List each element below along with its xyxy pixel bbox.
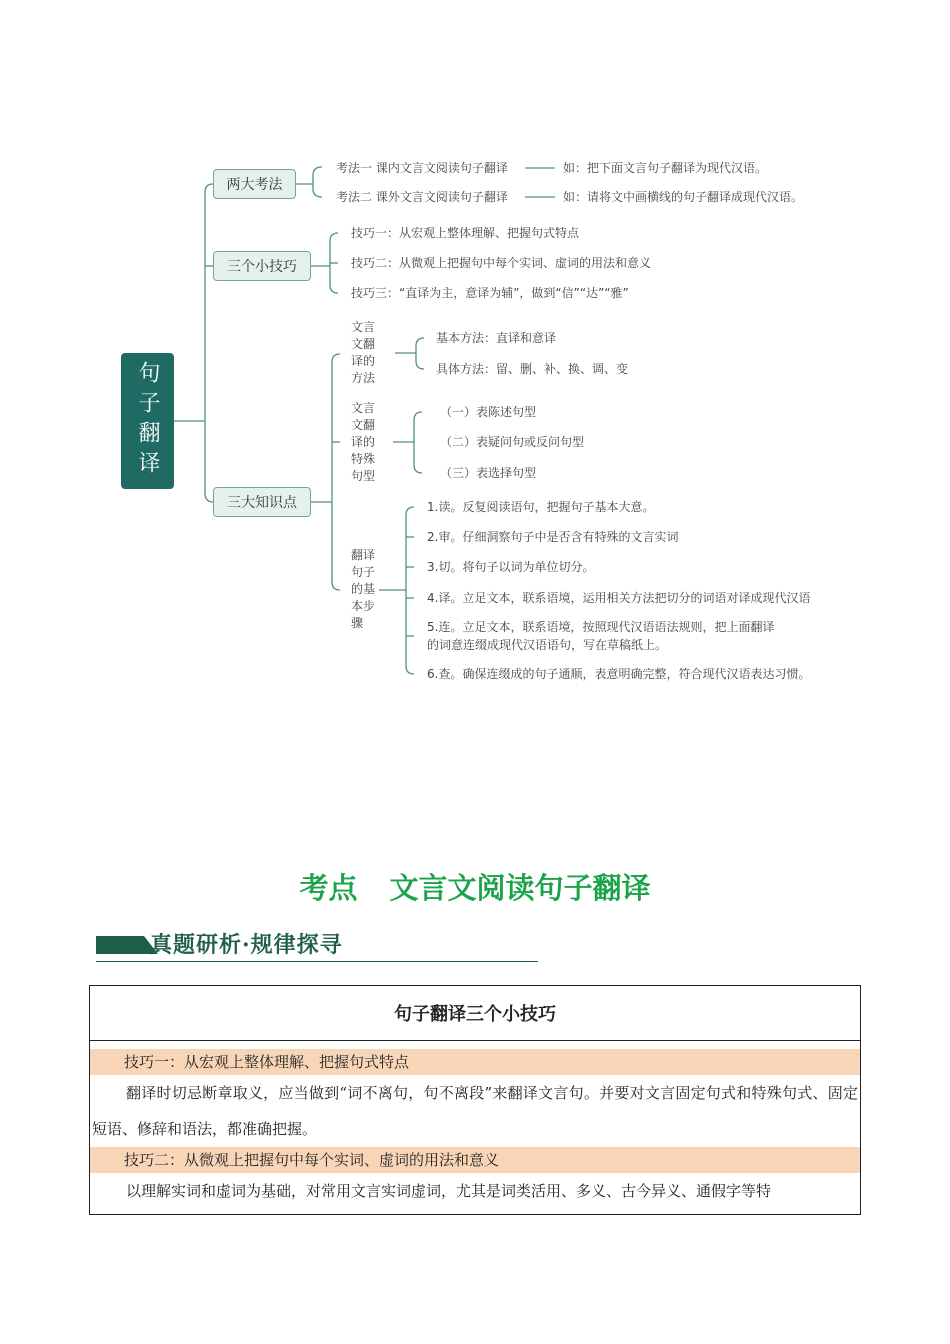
step-5-line1: 5.连。立足文本，联系语境，按照现代汉语语法规则，把上面翻译 xyxy=(427,620,775,634)
method-2-right: 如：请将文中画横线的句子翻译成现代汉语。 xyxy=(563,190,804,204)
table-para-1: 翻译时切忌断章取义，应当做到“词不离句，句不离段”来翻译文言句。并要对文言固定句式和特殊句式、固定短语、修辞和语法，都准确把握。 xyxy=(92,1084,858,1138)
step-3: 3.切。将句子以词为单位切分。 xyxy=(427,560,595,574)
sub2-item-3: （三）表选择句型 xyxy=(440,466,537,480)
sub-translation-methods: 文言文翻译的方法 xyxy=(351,320,376,385)
heading-part1: 考点 xyxy=(299,871,358,905)
sub1-item-1: 基本方法：直译和意译 xyxy=(436,331,557,345)
table-tip-2: 技巧二：从微观上把握句中每个实词、虚词的用法和意义 xyxy=(90,1147,860,1173)
method-1-left: 考法一 课内文言文阅读句子翻译 xyxy=(336,161,508,175)
branch-three-knowledge: 三大知识点 xyxy=(213,487,311,517)
banner-decor xyxy=(96,936,144,954)
heading-part2: 文言文阅读句子翻译 xyxy=(389,871,651,905)
step-1: 1.读。反复阅读语句，把握句子基本大意。 xyxy=(427,500,655,514)
tip-3: 技巧三：“直译为主，意译为辅”，做到“信”“达”“雅” xyxy=(351,286,629,300)
table-para-2: 以理解实词和虚词为基础，对常用文言实词虚词，尤其是词类活用、多义、古今异义、通假字等特 xyxy=(126,1182,772,1200)
method-1-right: 如：把下面文言句子翻译为现代汉语。 xyxy=(563,161,768,175)
branch-two-methods: 两大考法 xyxy=(213,169,296,199)
sub2-item-1: （一）表陈述句型 xyxy=(440,405,537,419)
table-title: 句子翻译三个小技巧 xyxy=(90,986,860,1041)
sub2-item-2: （二）表疑问句或反问句型 xyxy=(440,435,585,449)
step-4: 4.译。立足文本，联系语境，运用相关方法把切分的词语对译成现代汉语 xyxy=(427,591,811,605)
tip-1: 技巧一：从宏观上整体理解、把握句式特点 xyxy=(351,226,580,240)
sub-special-sentences: 文言文翻译的特殊句型 xyxy=(351,401,376,483)
tip-2: 技巧二：从微观上把握句中每个实词、虚词的用法和意义 xyxy=(351,256,652,270)
table-tip-1: 技巧一：从宏观上整体理解、把握句式特点 xyxy=(90,1049,860,1075)
banner-title: 真题研析·规律探寻 xyxy=(150,932,343,958)
sub1-item-2: 具体方法：留、删、补、换、调、变 xyxy=(436,362,629,376)
tips-table xyxy=(89,985,861,1215)
sub-basic-steps: 翻译句子的基本步骤 xyxy=(351,548,376,630)
section-heading xyxy=(0,866,950,907)
step-2: 2.审。仔细洞察句子中是否含有特殊的文言实词 xyxy=(427,530,679,544)
step-5-line2: 的词意连缀成现代汉语语句，写在草稿纸上。 xyxy=(427,638,668,652)
banner-underline xyxy=(96,961,538,962)
step-6: 6.查。确保连缀成的句子通顺，表意明确完整，符合现代汉语表达习惯。 xyxy=(427,667,811,681)
branch-three-tips: 三个小技巧 xyxy=(213,251,311,281)
method-2-left: 考法二 课外文言文阅读句子翻译 xyxy=(336,190,508,204)
mindmap-root: 句子翻译 xyxy=(121,353,174,489)
